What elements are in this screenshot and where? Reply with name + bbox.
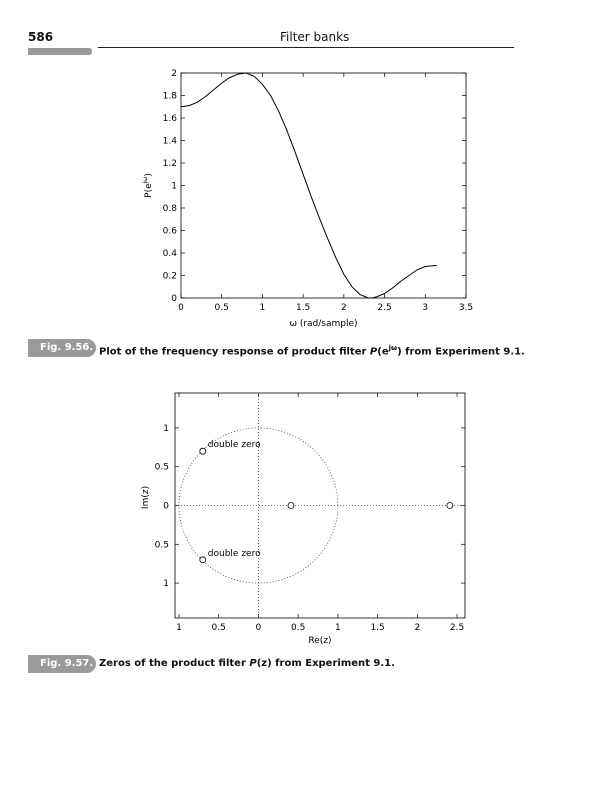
- plot-frame: [181, 73, 466, 298]
- y-axis-label: $P(e^{j\omega})$: [142, 173, 154, 198]
- caption-text-end: from Experiment 9.1.: [271, 658, 395, 669]
- frequency-response-plot-area: [142, 69, 473, 329]
- y-tick-label: 0: [163, 501, 169, 512]
- y-tick-label: 0.4: [162, 249, 177, 259]
- zero-marker: [447, 503, 453, 509]
- figure-caption: [99, 655, 395, 673]
- x-tick-label: 1.5: [295, 303, 311, 313]
- x-tick-label: 0.5: [290, 623, 306, 633]
- x-tick-label: 1: [259, 303, 266, 313]
- x-tick-label: 1.5: [370, 623, 385, 633]
- y-axis-label: Im(z): [141, 485, 151, 510]
- figure-tag: Fig. 9.57.: [28, 655, 96, 673]
- x-tick-label: 3.5: [458, 303, 474, 313]
- figure-caption: [99, 339, 525, 361]
- y-tick-label: 0.8: [162, 204, 177, 214]
- frequency-response-chart: [130, 60, 490, 335]
- zeros-plot-chart: [130, 380, 490, 650]
- x-axis-label: Re(z): [308, 636, 332, 646]
- caption-text: Plot of the frequency response of product filter: [99, 346, 370, 358]
- header-rule: [98, 47, 514, 48]
- zero-marker: [288, 503, 294, 509]
- y-tick-label: 0: [171, 294, 177, 304]
- caption-text-end: ) from Experiment 9.1.: [397, 346, 525, 358]
- y-tick-label: 0.2: [162, 271, 177, 282]
- zero-marker: [200, 448, 206, 454]
- y-tick-label: 1: [171, 181, 177, 192]
- x-axis-label: ω (rad/sample): [289, 319, 358, 329]
- x-tick-label: 2: [340, 303, 347, 313]
- x-tick-label: 1: [176, 623, 182, 633]
- caption-text: Zeros of the product filter: [99, 658, 250, 669]
- x-tick-label: 0: [255, 623, 262, 633]
- figure-tag: Fig. 9.56.: [28, 339, 96, 357]
- x-tick-label: 2: [414, 623, 421, 633]
- running-title: Filter banks: [280, 30, 350, 44]
- y-tick-label: 1: [163, 579, 169, 590]
- caption-superscript: jω: [388, 344, 398, 352]
- header-tab-decoration: [28, 48, 92, 55]
- x-tick-label: 1: [335, 623, 341, 633]
- page-number: 586: [28, 30, 54, 44]
- caption-arg: (e: [377, 346, 389, 358]
- y-tick-label: 1: [163, 423, 169, 434]
- y-tick-label: 1.8: [162, 91, 177, 102]
- caption-symbol: P: [369, 346, 378, 358]
- y-tick-label: 1.2: [162, 159, 177, 169]
- zero-annotation: double zero: [207, 548, 261, 559]
- y-tick-label: 0.5: [154, 540, 169, 551]
- x-tick-label: 0: [178, 303, 184, 313]
- y-tick-label: 0.5: [154, 462, 169, 473]
- response-curve: [181, 73, 437, 298]
- y-tick-label: 1.4: [162, 136, 177, 147]
- caption-symbol: P: [249, 658, 257, 669]
- caption-arg: (z): [256, 658, 272, 669]
- x-tick-label: 2.5: [377, 303, 392, 313]
- x-tick-label: 0.5: [211, 623, 226, 633]
- zero-annotation: double zero: [207, 440, 261, 451]
- zeros-plot-area: [141, 393, 465, 646]
- y-tick-label: 0.6: [162, 226, 177, 237]
- y-tick-label: 1.6: [162, 114, 177, 124]
- x-tick-label: 0.5: [214, 303, 229, 313]
- x-tick-label: 3: [422, 303, 429, 313]
- y-tick-label: 2: [171, 69, 177, 79]
- x-tick-label: 2.5: [449, 623, 465, 633]
- zero-marker: [200, 557, 206, 563]
